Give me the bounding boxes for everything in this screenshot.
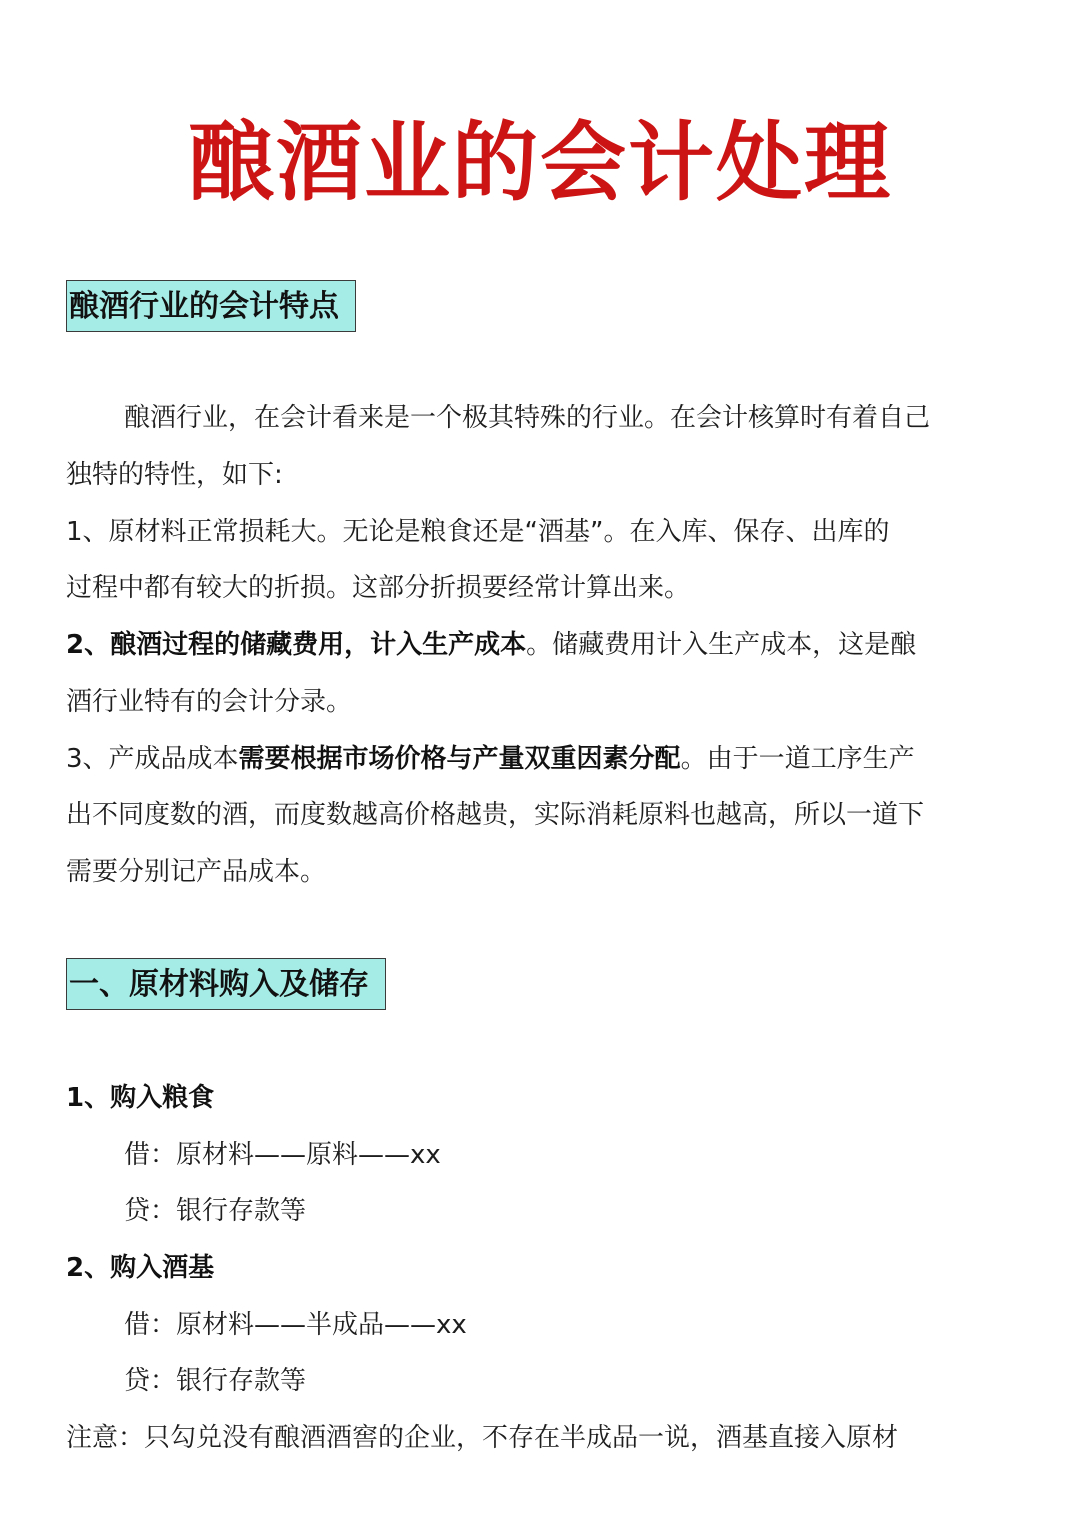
item1-line-1: 1、原材料正常损耗大。无论是粮食还是“酒基”。在入库、保存、出库的 [66,517,890,547]
item3-line-1 [66,739,1026,779]
item3-line-3: 需要分别记产品成本。 [66,857,327,887]
item3-prefix-text: 3、产成品成本 [66,744,239,774]
entry-credit-base-liquor: 贷：银行存款等 [124,1366,307,1396]
item3-rest-text: 。由于一道工序生产 [680,744,915,774]
item3-bold-text: 需要根据市场价格与产量双重因素分配 [238,744,681,774]
item2-bold-text: 2、酿酒过程的储藏费用，计入生产成本 [66,630,527,660]
entry-debit-base-liquor: 借：原材料——半成品——xx [124,1310,467,1340]
item2-line-2: 酒行业特有的会计分录。 [66,687,353,717]
section-heading-accounting-features: 酿酒行业的会计特点 [66,280,356,332]
entry-credit-grain: 贷：银行存款等 [124,1196,307,1226]
intro-line-1: 酿酒行业，在会计看来是一个极其特殊的行业。在会计核算时有着自己 [124,403,931,433]
item1-line-2: 过程中都有较大的折损。这部分折损要经常计算出来。 [66,573,691,603]
entry-debit-grain: 借：原材料——原料——xx [124,1140,441,1170]
item3-line-2: 出不同度数的酒，而度数越高价格越贵，实际消耗原料也越高，所以一道下 [66,800,925,830]
sub-heading-buy-grain: 1、购入粮食 [66,1083,215,1113]
sub-heading-buy-base-liquor: 2、购入酒基 [66,1253,215,1283]
section-heading-materials-purchase: 一、原材料购入及储存 [66,958,386,1010]
note-line: 注意：只勾兑没有酿酒酒窖的企业，不存在半成品一说，酒基直接入原材 [66,1423,899,1453]
page-title: 酿酒业的会计处理 [188,113,892,213]
item2-line-1 [66,625,1026,665]
item2-rest-text: 。储藏费用计入生产成本，这是酿 [526,630,917,660]
intro-line-2: 独特的特性，如下: [66,460,283,490]
